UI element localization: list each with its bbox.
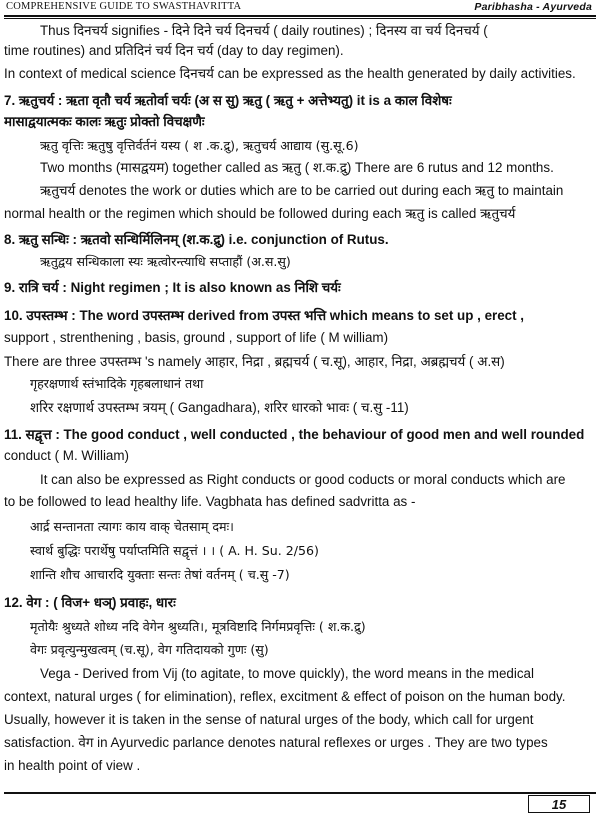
text-line: ऋतुचर्य denotes the work or duties which are to be carried out during each ऋतु to maintain [40, 183, 564, 198]
text-line: ऋतुद्वय सन्धिकाला स्यः ऋत्वोरन्त्याधि सप्ताहौं (अ.स.सु) [40, 254, 291, 269]
text-line: normal health or the regimen which should be followed during each ऋतु is called ऋतुचर्य [4, 206, 516, 221]
text-line: It can also be expressed as Right conducts or good coducts or moral conducts which are [40, 472, 566, 487]
text-line: मृतोयैः श्रुध्यते शोध्य नदि वेगेन श्रुध्यति।, मूत्रविष्टादि निर्गमप्रवृत्तिः ( श.क.द्रु) [30, 619, 366, 634]
book-title: COMPREHENSIVE GUIDE TO SWASTHAVRITTA [6, 1, 242, 12]
text-line: conduct ( M. William) [4, 448, 129, 463]
page-number: 15 [528, 795, 590, 813]
header-rule [4, 15, 596, 17]
text-line: time routines) and प्रतिदिनं चर्य दिन चर्य (day to day regimen). [4, 43, 344, 58]
text-line: गृहरक्षणार्थ स्तंभादिके गृहबलाधानं तथा [30, 376, 204, 391]
section-heading-7: 7. ऋतुचर्य : ऋता वृतौ चर्य ऋतोर्वा चर्यः (अ स सु) ऋतु ( ऋतु + अत्तेभ्यतु) it is a काल विशेषः [4, 93, 452, 108]
section-heading-8: 8. ऋतु सन्धिः : ऋतवो सन्धिर्मिलिनम् (श.क.द्रु) i.e. conjunction of Rutus. [4, 232, 389, 247]
text-line: in health point of view . [4, 758, 141, 773]
text-line: In context of medical science दिनचर्य can be expressed as the health generated by daily activities. [4, 66, 576, 81]
text-line: context, natural urges ( for elimination), reflex, excitment & effect of poison on the human body. [4, 689, 566, 704]
text-line: शान्ति शौच आचारदि युक्ताः सन्तः तेषां वर्तनम् ( च.सु -7) [30, 567, 290, 582]
section-heading-10: 10. उपस्तम्भ : The word उपस्तम्भ derived from उपस्त भत्ति which means to set up , erect , [4, 308, 525, 323]
text-line: स्वार्थ बुद्धिः परार्थेषु पर्याप्तमिति सद्वृत्तं । । ( A. H. Su. 2/56) [30, 543, 319, 558]
section-heading-12: 12. वेग : ( विज+ धञ्) प्रवाहः, धारः [4, 595, 176, 610]
text-line: Vega - Derived from Vij (to agitate, to move quickly), the word means in the medical [40, 666, 534, 681]
text-line: Thus दिनचर्य signifies - दिने दिने चर्य दिनचर्य ( daily routines) ; दिनस्य वा चर्य दिनचर्य ( [40, 23, 488, 38]
chapter-title: Paribhasha - Ayurveda [474, 1, 592, 13]
text-line: शरिर रक्षणार्थ उपस्तम्भ त्रयम् ( Gangadhara), शरिर धारको भावः ( च.सु -11) [30, 400, 409, 415]
text-line: Two months (मासद्वयम) together called as ऋतु ( श.क.द्रु) There are 6 rutus and 12 months. [40, 160, 554, 175]
header-rule-thin [4, 18, 596, 19]
text-line: मासाद्वयात्मकः कालः ऋतुः प्रोक्तो विचक्षणैः [4, 114, 205, 129]
text-line: Usually, however it is taken in the sense of natural urges of the body, which call for urgent [4, 712, 534, 727]
section-heading-9: 9. रात्रि चर्य : Night regimen ; It is also known as निशि चर्यः [4, 280, 341, 295]
running-header [6, 0, 594, 14]
text-line: ऋतु वृत्तिः ऋतुषु वृत्तिर्वर्तनं यस्य ( श .क.द्रु), ऋतुचर्य आद्याय (सु.सू.6) [40, 138, 359, 153]
text-line: वेगः प्रवृत्युन्मुखत्वम् (च.सू), वेग गतिदायको गुणः (सु) [30, 642, 269, 657]
text-line: satisfaction. वेग in Ayurvedic parlance denotes natural reflexes or urges . They are two types [4, 735, 548, 750]
footer-rule [4, 792, 596, 794]
text-line: support , strenthening , basis, ground , support of life ( M william) [4, 330, 389, 345]
text-line: There are three उपस्तम्भ 's namely आहार, निद्रा , ब्रह्मचर्य ( च.सू), आहार, निद्रा, अब्रह्मचर्य ( अ.स) [4, 354, 505, 369]
text-line: to be followed to lead healthy life. Vagbhata has defined sadvritta as - [4, 494, 416, 509]
section-heading-11: 11. सद्वृत्त : The good conduct , well conducted , the behaviour of good men and well rounded [4, 427, 585, 442]
text-line: आर्द्र सन्तानता त्यागः काय वाक् चेतसाम् दमः। [30, 519, 234, 534]
